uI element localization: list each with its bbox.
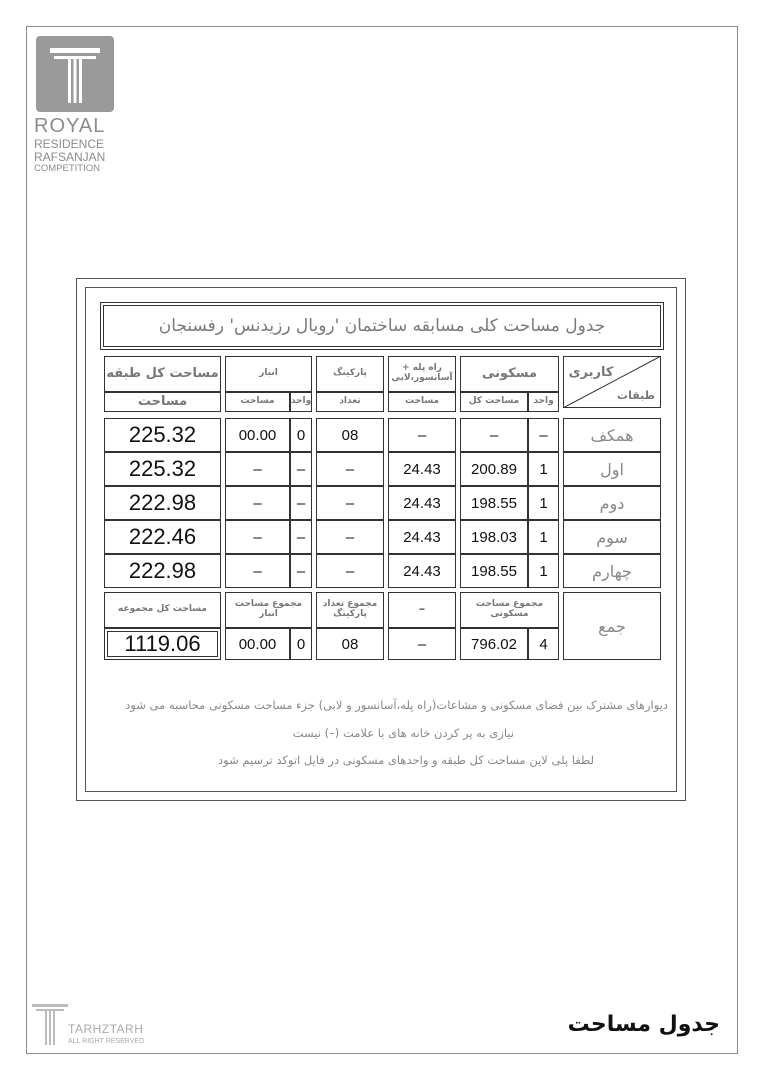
sum-total-label: مساحت کل مجموعه [104,592,221,628]
row-floor: دوم [563,486,661,520]
sum-storage-label: مجموع مساحت انبار [225,592,312,628]
header-parking-count: تعداد [316,392,384,412]
header-res-total-area: مساحت کل [460,392,528,412]
row-storage-area: – [225,520,290,554]
row-storage-area: – [225,452,290,486]
row-floor: همکف [563,418,661,452]
sum-stair: – [388,628,456,660]
watermark-sub: ALL RIGHT RESERVED [68,1038,145,1045]
note-line-2: نیازی به پر کردن خانه های با علامت (–) نیست [292,726,514,740]
footer-title: جدول مساحت [567,1012,720,1037]
row-floor-total: 222.46 [104,520,221,554]
sum-parking: 08 [316,628,384,660]
row-floor-total: 222.98 [104,554,221,588]
header-storage-unit: واحد [290,392,312,412]
brand-line-1: ROYAL [34,115,106,137]
row-floor: سوم [563,520,661,554]
header-stair-area: مساحت [388,392,456,412]
header-residential: مسکونی [460,356,559,392]
header-usage: کاربری [568,365,614,380]
row-storage-area: 00.00 [225,418,290,452]
sum-storage-area: 00.00 [225,628,290,660]
header-stair-lift: راه پله + آسانسور،لابی [388,356,456,392]
header-floor-total-sub: مساحت [104,392,221,412]
watermark-text: TARHZTARH [68,1022,144,1036]
table-title: جدول مساحت کلی مسابقه ساختمان 'رویال رزیدنس' رفسنجان [158,316,606,336]
row-stair-area: 24.43 [388,452,456,486]
row-floor: اول [563,452,661,486]
sum-res-area: 796.02 [460,628,528,660]
row-floor-total: 225.32 [104,418,221,452]
row-floor: چهارم [563,554,661,588]
row-storage-unit: – [290,554,312,588]
row-parking: – [316,452,384,486]
row-storage-unit: – [290,452,312,486]
header-res-unit: واحد [528,392,559,412]
row-res-unit: – [528,418,559,452]
sum-storage-unit: 0 [290,628,312,660]
row-parking: – [316,554,384,588]
row-storage-area: – [225,554,290,588]
row-stair-area: 24.43 [388,486,456,520]
row-storage-area: – [225,486,290,520]
row-stair-area: 24.43 [388,520,456,554]
row-res-unit: 1 [528,452,559,486]
row-res-area: 198.03 [460,520,528,554]
watermark-logo-icon [32,1002,68,1046]
sum-label: جمع [563,592,661,660]
row-storage-unit: 0 [290,418,312,452]
brand-line-3: RAFSANJAN [34,150,106,164]
sum-res-unit: 4 [528,628,559,660]
row-parking: 08 [316,418,384,452]
header-storage: انبار [225,356,312,392]
row-res-unit: 1 [528,520,559,554]
header-parking: پارکینگ [316,356,384,392]
row-res-area: 200.89 [460,452,528,486]
row-floor-total: 225.32 [104,452,221,486]
row-parking: – [316,486,384,520]
sum-res-label: مجموع مساحت مسکونی [460,592,559,628]
row-storage-unit: – [290,520,312,554]
row-stair-area: 24.43 [388,554,456,588]
row-res-area: 198.55 [460,486,528,520]
header-floors: طبقات [617,389,655,402]
row-res-area: 198.55 [460,554,528,588]
sum-total: 1119.06 [104,628,221,660]
brand-line-2: RESIDENCE [34,137,105,151]
brand-logo [36,36,114,112]
brand-line-4: COMPETITION [34,163,100,174]
row-stair-area: – [388,418,456,452]
row-floor-total: 222.98 [104,486,221,520]
header-floor-total: مساحت کل طبقه [104,356,221,392]
note-line-1: دیوارهای مشترک بین فضای مسکونی و مشاعات(راه پله،آسانسور و لابی) جزء مساحت مسکونی محاسبه می شود [125,698,668,712]
row-res-unit: 1 [528,554,559,588]
row-storage-unit: – [290,486,312,520]
sum-parking-label: مجموع تعداد پارکینگ [316,592,384,628]
row-res-area: – [460,418,528,452]
table-title-cell [100,302,664,350]
note-line-3: لطفا پلی لاین مساحت کل طبقه و واحدهای مسکونی در فایل اتوکد ترسیم شود [218,753,594,767]
row-parking: – [316,520,384,554]
sum-stair-label: – [388,592,456,628]
header-storage-area: مساحت [225,392,290,412]
row-res-unit: 1 [528,486,559,520]
